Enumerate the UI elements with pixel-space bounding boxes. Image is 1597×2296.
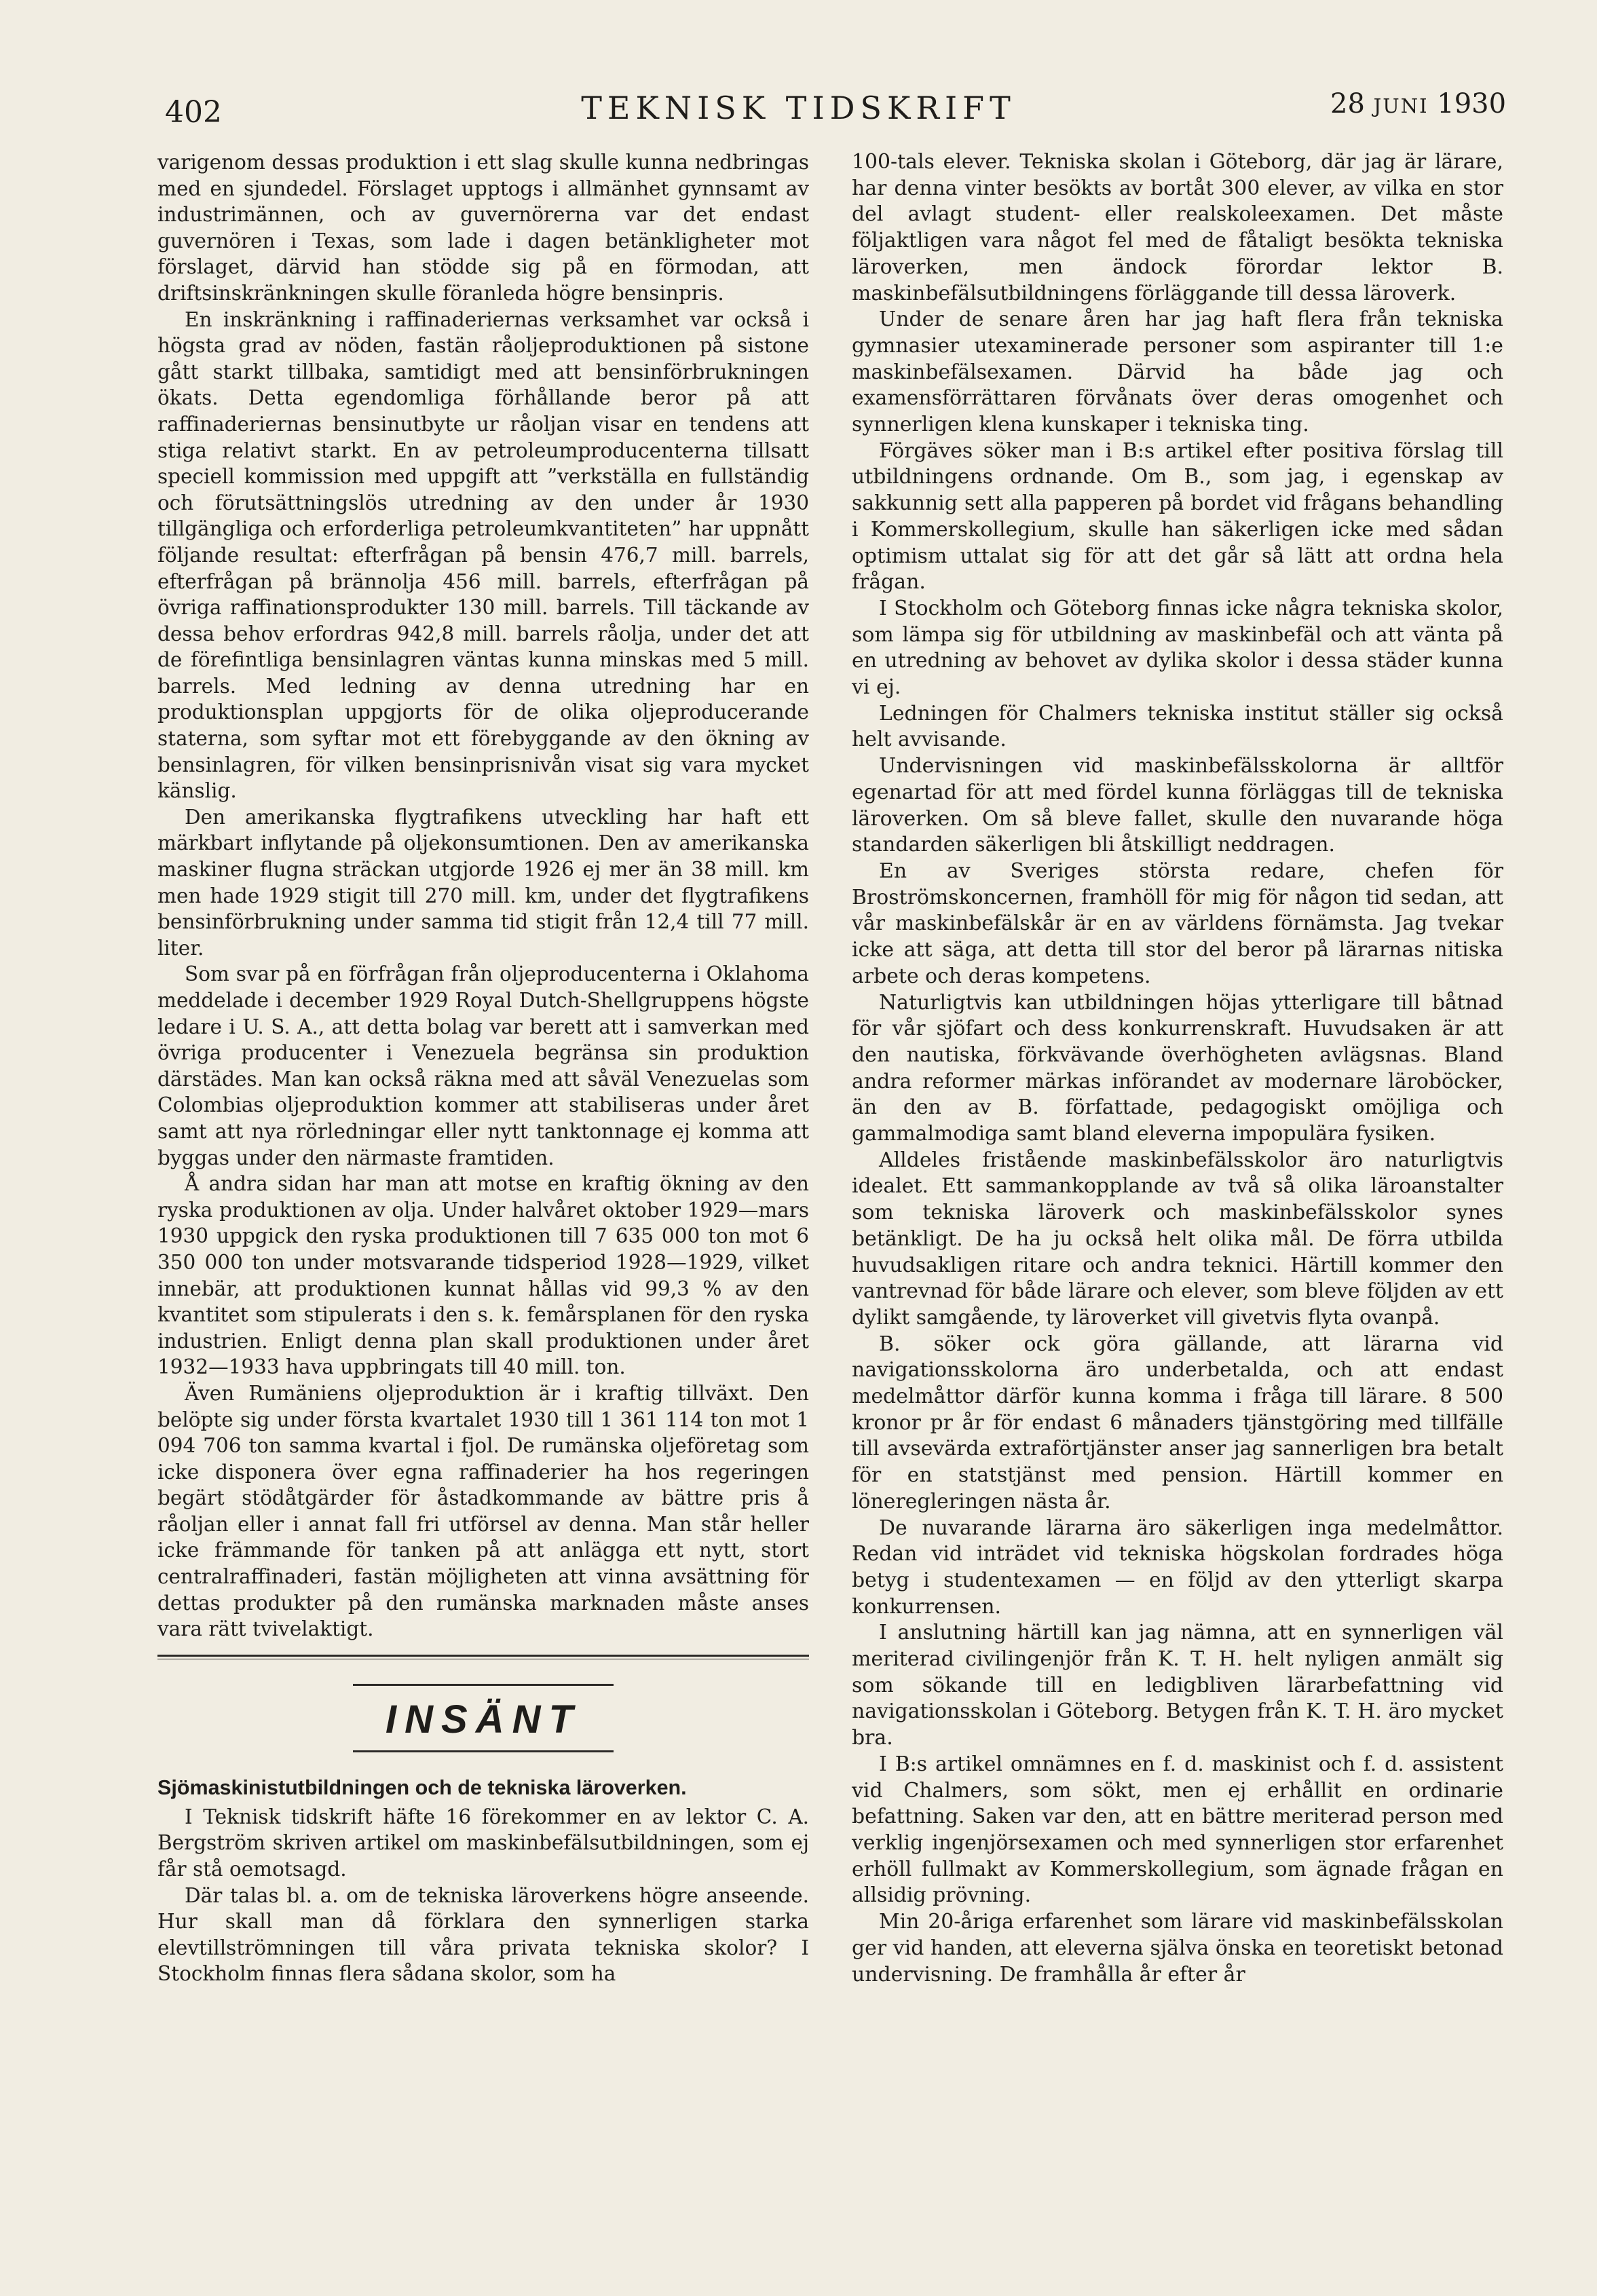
paragraph: varigenom dessas produktion i ett slag skulle kunna nedbringas med en sjundedel. Förslaget upptogs i allmänhet gynnsamt av industrimännen, och av guvernörerna var det endast guvernören i Texas, som lade i dagen betänkligheter mot förslaget, därvid han stödde sig på en förmodan, att driftsinskränkningen skulle föranleda högre bensinpris.: [157, 151, 809, 305]
page-header: [0, 0, 1597, 143]
article-title: Sjömaskinistutbildningen och de tekniska läroverken.: [157, 1775, 687, 1799]
left-column: [157, 149, 809, 1987]
paragraph: Även Rumäniens oljeproduktion är i kraftig tillväxt. Den belöpte sig under första kvartalet 1930 till 1 361 114 ton mot 1 094 706 ton samma kvartal i fjol. De rumänska oljeföretag som icke disponera över egna raffinaderier ha hos regeringen begärt stödåtgärder för åstadkommande av bättre pris å råoljan eller i annat fall fri utförsel av denna. Man står heller icke främmande för tanken på att anlägga ett nytt, stort centralraffinaderi, fastän möjligheten att vinna avsättning för dettas produkter på den rumänska marknaden måste anses vara rätt tvivelaktigt.: [157, 1381, 809, 1641]
paragraph: Som svar på en förfrågan från oljeproducenterna i Oklahoma meddelade i december 1929 Royal Dutch-Shellgruppens högste ledare i U. S. A., att detta bolag var berett att i samverkan med övriga producenter i Venezuela begränsa sin produktion därstädes. Man kan också räkna med att såväl Venezuelas som Colombias oljeproduktion kommer att stabiliseras under året samt att nya rörledningar eller nytt tanktonnage ej komma att byggas under den närmaste framtiden.: [157, 962, 809, 1169]
paragraph: I anslutning härtill kan jag nämna, att en synnerligen väl meriterad civilingenjör från K. T. H. helt nyligen anmält sig som sökande till en ledigbliven lärarbefattning vid navigationsskolan i Göteborg. Betygen från K. T. H. äro mycket bra.: [852, 1621, 1503, 1750]
paragraph: Undervisningen vid maskinbefälsskolorna är alltför egenartad för att med fördel kunna förläggas till de tekniska läroverken. Om så bleve fallet, skulle den nuvarande höga standarden säkerligen bli åtskilligt neddragen.: [852, 754, 1503, 857]
paragraph: Den amerikanska flygtrafikens utveckling har haft ett märkbart inflytande på oljekonsumtionen. Den av amerikanska maskiner flugna sträckan utgjorde 1926 ej mer än 38 mill. km men hade 1929 stigit till 270 mill. km, under det flygtrafikens bensinförbrukning under samma tid stigit från 12,4 till 77 mill. liter.: [157, 805, 809, 960]
issue-month: JUNI: [1373, 94, 1429, 117]
section-heading: INSÄNT: [353, 1684, 614, 1752]
paragraph: Förgäves söker man i B:s artikel efter positiva förslag till utbildningens ordnande. Om B., som jag, i egenskap av sakkunnig sett alla papperen på bordet vid frågans behandling i Kommerskollegium, skulle han säkerligen icke med sådan optimism uttalat sig för att det går så lätt att ordna hela frågan.: [852, 438, 1503, 595]
section-divider: [157, 1655, 809, 1659]
paragraph: 100-tals elever. Tekniska skolan i Göteborg, där jag är lärare, har denna vinter besökts av bortåt 300 elever, av vilka en stor del avlagt student- eller realskoleexamen. Det måste följaktligen vara något fel med de fåtaligt besökta tekniska läroverken, men ändock förordar lektor B. maskinbefälsutbildningens förläggande till dessa läroverk.: [852, 150, 1503, 305]
page-number: 402: [165, 95, 222, 130]
issue-date: [1330, 88, 1506, 119]
paragraph: I Stockholm och Göteborg finnas icke några tekniska skolor, som lämpa sig för utbildning av maskinbefäl och att vänta på en utredning av behovet av dylika skolor i dessa städer kunna vi ej.: [852, 596, 1503, 700]
paragraph: B. söker ock göra gällande, att lärarna vid navigationsskolorna äro underbetalda, och att endast medelmåttor därför kunna komma i fråga till lärare. 8 500 kronor pr år för endast 6 månaders tjänstgöring med tillfälle till avsevärda extraförtjänster anser jag sannerligen bra betalt för en statstjänst med pension. Härtill kommer en löneregleringen nästa år.: [852, 1332, 1503, 1513]
paragraph: Naturligtvis kan utbildningen höjas ytterligare till båtnad för vår sjöfart och dess konkurrenskraft. Huvudsaken är att den nautiska, förkvävande överhögheten avlägsnas. Bland andra reformer märkas införandet av modernare läroböcker, än den av B. författade, pedagogiskt omöjliga och gammalmodiga samt bland eleverna impopulära fysiken.: [852, 990, 1503, 1146]
paragraph: I Teknisk tidskrift häfte 16 förekommer en av lektor C. A. Bergström skriven artikel om maskinbefälsutbildningen, som ej får stå oemotsagd.: [157, 1805, 809, 1881]
paragraph: En inskränkning i raffinaderiernas verksamhet var också i högsta grad av nöden, fastän råoljeproduktionen på sistone gått starkt tillbaka, samtidigt med att bensinförbrukningen ökats. Detta egendomliga förhållande beror på att raffinaderiernas bensinutbyte ur råoljan visar en tendens att stiga relativt starkt. En av petroleumproducenterna tillsatt speciell kommission med uppgift att ”verkställa en fullständig och förutsättningslös utredning av den under år 1930 tillgängliga och erforderliga petroleumkvantiteten” har uppnått följande resultat: efterfrågan på bensin 476,7 mill. barrels, efterfrågan på brännolja 456 mill. barrels, efterfrågan på övriga raffinationsprodukter 130 mill. barrels. Till täckande av dessa behov erfordras 942,8 mill. barrels råolja, under det att de förefintliga bensinlagren väntas kunna minskas med 5 mill. barrels. Med ledning av denna utredning har en produktionsplan uppgjorts för de olika oljeproducerande staterna, som syftar mot ett förebyggande av den ökning av bensinlagren, för vilken bensinprisnivån visat sig vara mycket känslig.: [157, 307, 809, 803]
article-insant: [157, 1774, 809, 1987]
paragraph: En av Sveriges största redare, chefen för Broströmskoncernen, framhöll för mig för någon tid sedan, att vår maskinbefälskår är en av världens förnämsta. Jag tvekar icke att säga, att detta till stor del beror på lärarnas nitiska arbete och deras kompetens.: [852, 859, 1503, 988]
paragraph: De nuvarande lärarna äro säkerligen inga medelmåttor. Redan vid inträdet vid tekniska högskolan fordrades höga betyg i studentexamen — en följd av den ytterligt skarpa konkurrensen.: [852, 1516, 1503, 1619]
right-column: [852, 149, 1503, 1988]
paragraph: Å andra sidan har man att motse en kraftig ökning av den ryska produktionen av olja. Under halvåret oktober 1929—mars 1930 uppgick den ryska produktionen till 7 635 000 ton mot 6 350 000 ton under motsvarande tidsperiod 1928—1929, vilket innebär, att produktionen kunnat hållas vid 99,3 % av den kvantitet som stipulerats i den s. k. femårsplanen för den ryska industrien. Enligt denna plan skall produktionen under året 1932—1933 hava uppbringats till 40 mill. ton.: [157, 1172, 809, 1379]
paragraph: Under de senare åren har jag haft flera från tekniska gymnasier utexaminerade personer som aspiranter till 1:e maskinbefälsexamen. Därvid ha både jag och examensförrättaren förvånats över deras omogenhet och synnerligen klena kunskaper i tekniska ting.: [852, 307, 1503, 437]
paragraph: Alldeles fristående maskinbefälsskolor äro naturligtvis idealet. Ett sammankopplande av två så olika läroanstalter som tekniska läroverk och maskinbefälsskolor synes betänkligt. De ha ju också helt olika mål. De förra utbilda huvudsakligen ritare och andra teknici. Härtill kommer den vantrevnad för både lärare och elever, som bleve följden av ett dylikt samgående, ty läroverket vill givetvis flyta ovanpå.: [852, 1148, 1503, 1330]
issue-year: 1930: [1437, 88, 1507, 119]
paragraph: Min 20-åriga erfarenhet som lärare vid maskinbefälsskolan ger vid handen, att eleverna själva önska en teoretiskt betonad undervisning. De framhålla år efter år: [852, 1910, 1503, 1987]
paragraph: Ledningen för Chalmers tekniska institut ställer sig också helt avvisande.: [852, 701, 1503, 752]
journal-title: TEKNISK TIDSKRIFT: [581, 90, 1016, 126]
issue-day: 28: [1330, 88, 1365, 119]
paragraph: Där talas bl. a. om de tekniska läroverkens högre anseende. Hur skall man då förklara den synnerligen starka elevtillströmningen till våra privata tekniska skolor? I Stockholm finnas flera sådana skolor, som ha: [157, 1883, 809, 1986]
paragraph: I B:s artikel omnämnes en f. d. maskinist och f. d. assistent vid Chalmers, som sökt, men ej erhållit en ordinarie befattning. Saken var den, att en bättre meriterad person med verklig ingenjörsexamen och med synnerligen stor erfarenhet erhöll fullmakt av Kommerskollegium, som ägnade frågan en allsidig prövning.: [852, 1752, 1503, 1908]
